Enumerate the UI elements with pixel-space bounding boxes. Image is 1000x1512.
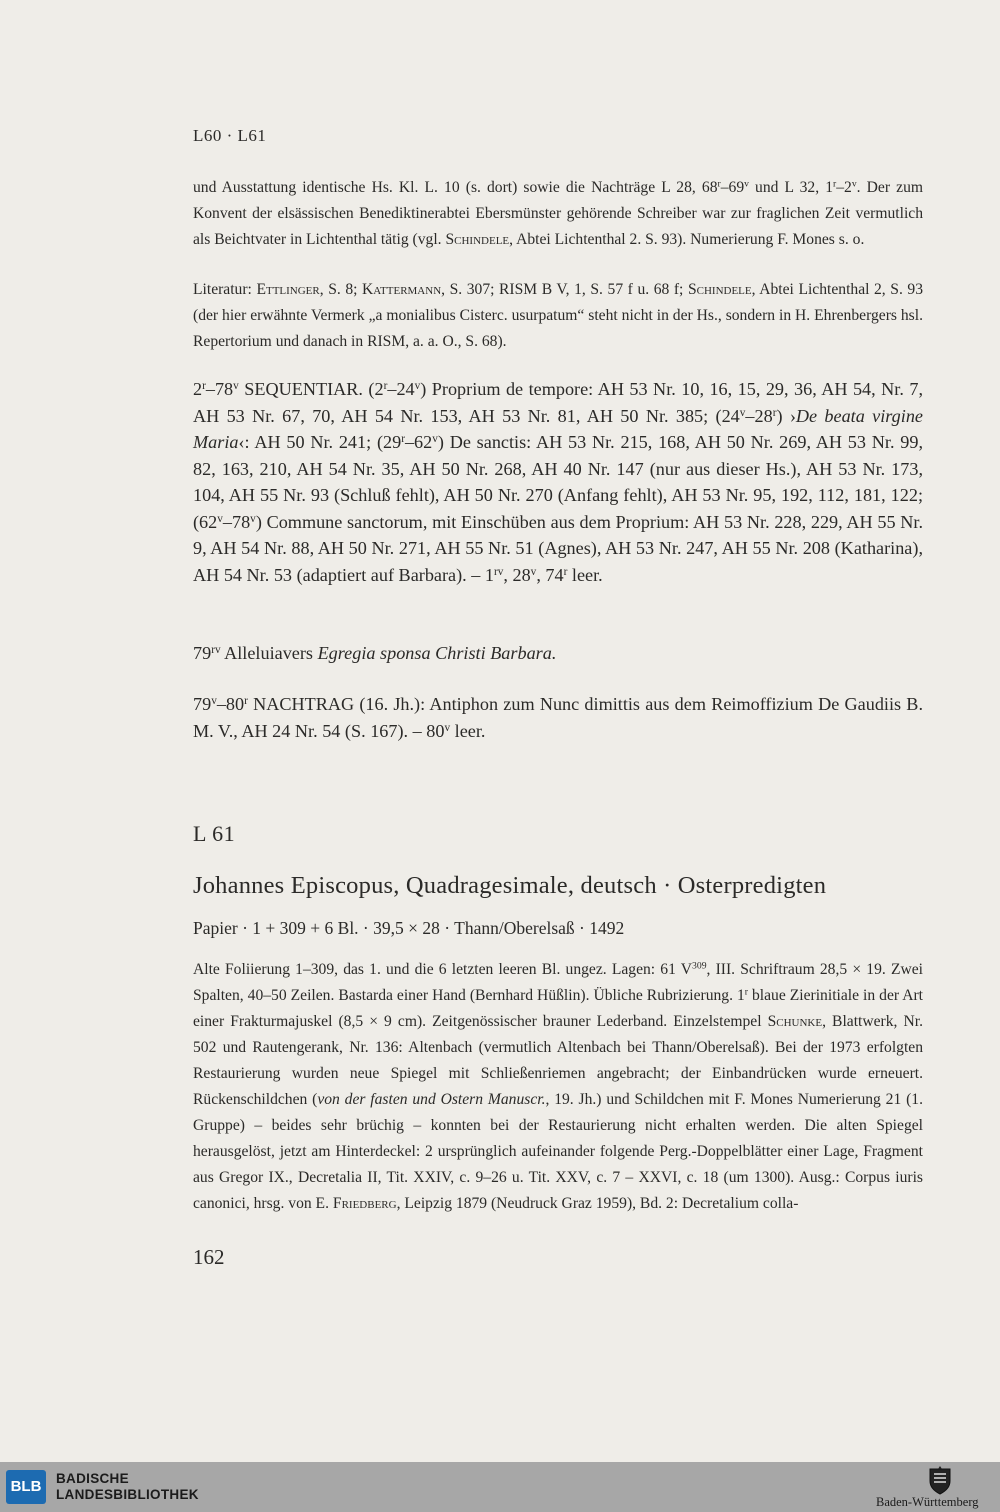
library-footer-bar — [0, 1462, 1000, 1512]
region-label: Baden-Württemberg — [876, 1495, 979, 1509]
l61-signature-heading: L 61 — [193, 821, 236, 846]
l60-literature-paragraph: Literatur: Ettlinger, S. 8; Kattermann, S. 307; RISM B V, 1, S. 57 f u. 68 f; Schindele, Abtei Lichtenthal 2, S. 93 (der hier erwähnte Vermerk „a monialibus Cisterc. usurpatum“ steht nicht in der Hs., sondern in H. Ehrenbergers hsl. Repertorium und danach in RISM, a. a. O., S. 68). — [193, 281, 924, 350]
blb-logo[interactable]: BLB — [6, 1470, 46, 1504]
l61-physical-description: Papier · 1 + 309 + 6 Bl. · 39,5 × 28 · Thann/Oberelsaß · 1492 — [193, 918, 625, 938]
l61-description-paragraph: Alte Foliierung 1–309, das 1. und die 6 letzten leeren Bl. ungez. Lagen: 61 $V^{309}$, III. Schriftraum 28,5 × 19. Zwei Spalten, 40–50 Zeilen. Bastarda einer Hand (Bernhard Hüßlin). Übliche Rubrizierung. 1$^r$ blaue Zierinitiale in der Art einer Frakturmajuskel (8,5 × 9 cm). Zeitgenössischer brauner Lederband. Einzelstempel Schunke, Blattwerk, Nr. 502 und Rautengerank, Nr. 136: Altenbach (vermutlich Altenbach bei Thann/Oberelsaß). Bei der 1973 erfolgten Restaurierung wurden neue Spiegel mit Schließenriemen angebracht; der Einbandrücken wurde erneuert. Rückenschildchen (von der fasten und Ostern Manuscr., 19. Jh.) und Schildchen mit F. Mones Numerierung 21 (1. Gruppe) – beides sehr brüchig – konnten bei der Restaurierung nicht erhalten werden. Die alten Spiegel herausgelöst, jetzt am Hinterdeckel: 2 ursprünglich aufeinander folgende Perg.-Doppelblätter einer Lage, Fragment aus Gregor IX., Decretalia II, Tit. XXIV, c. 9–26 u. Tit. XXV, c. 7 – XXVI, c. 18 (um 1300). Ausg.: Corpus iuris canonici, hrsg. von E. Friedberg, Leipzig 1879 (Neudruck Graz 1959), Bd. 2: Decretalium colla- — [193, 960, 923, 1212]
l61-title-heading: Johannes Episcopus, Quadragesimale, deutsch · Osterpredigten — [193, 872, 827, 899]
page-number: 162 — [193, 1245, 225, 1269]
library-name-line2: LANDESBIBLIOTHEK — [56, 1487, 199, 1502]
library-name[interactable] — [56, 1471, 199, 1503]
coat-of-arms-icon — [926, 1466, 954, 1496]
l60-alleluiavers-paragraph: $79^{rv}$ Alleluiavers Egregia sponsa Christi Barbara. — [193, 643, 557, 663]
l60-sequentiar-paragraph: 2$^r$–78$^v$ SEQUENTIAR. (2$^r$–24$^v$) Proprium de tempore: AH 53 Nr. 10, 16, 15, 29, 36, AH 54, Nr. 7, AH 53 Nr. 67, 70, AH 54 Nr. 153, AH 53 Nr. 81, AH 50 Nr. 385; (24$^v$–28$^r$) ›De beata virgine Maria‹: AH 50 Nr. 241; (29$^r$–62$^v$) De sanctis: AH 53 Nr. 215, 168, AH 50 Nr. 269, AH 53 Nr. 99, 82, 163, 210, AH 54 Nr. 35, AH 50 Nr. 268, AH 40 Nr. 147 (nur aus dieser Hs.), AH 53 Nr. 173, 104, AH 55 Nr. 93 (Schluß fehlt), AH 50 Nr. 270 (Anfang fehlt), AH 53 Nr. 95, 192, 112, 181, 122; (62$^v$–78$^v$) Commune sanctorum, mit Einschüben aus dem Proprium: AH 53 Nr. 228, 229, AH 55 Nr. 9, AH 54 Nr. 88, AH 50 Nr. 271, AH 55 Nr. 51 (Agnes), AH 53 Nr. 247, AH 55 Nr. 208 (Katharina), AH 54 Nr. 53 (adaptiert auf Barbara). – $1^{rv}$, 28$^v$, 74$^r$ leer. — [193, 379, 923, 585]
l60-continuation-paragraph: und Ausstattung identische Hs. Kl. L. 10 (s. dort) sowie die Nachträge L 28, 68$^r$–69$^v$ und L 32, 1$^r$–2$^v$. Der zum Konvent der elsässischen Benediktinerabtei Ebersmünster gehörende Schreiber war zur fraglichen Zeit vermutlich als Beichtvater in Lichtenthal tätig (vgl. Schindele, Abtei Lichtenthal 2. S. 93). Numerierung F. Mones s. o. — [193, 178, 923, 248]
l60-nachtrag-paragraph: 79$^v$–80$^r$ NACHTRAG (16. Jh.): Antiphon zum Nunc dimittis aus dem Reimoffizium De Gaudiis B. M. V., AH 24 Nr. 54 (S. 167). – 80$^v$ leer. — [193, 694, 923, 741]
running-head: L60 · L61 — [193, 126, 267, 145]
library-name-line1: BADISCHE — [56, 1471, 129, 1486]
